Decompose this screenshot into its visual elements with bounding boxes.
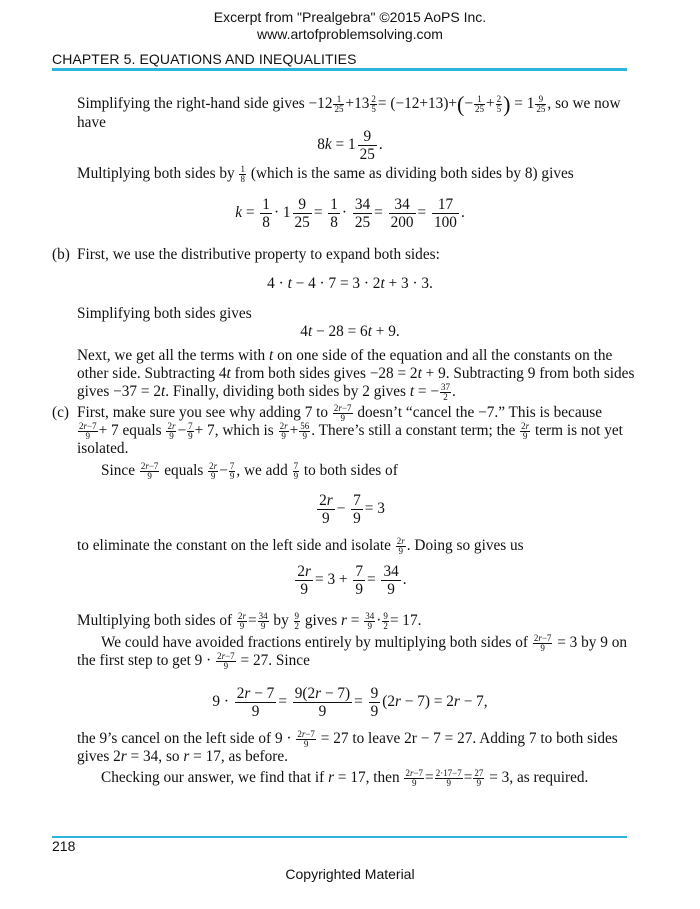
paragraph-simplifying-both: Simplifying both sides gives xyxy=(77,305,252,322)
equation-2r-minus-7-over-9: $\frac{2r}{9}$ − $\frac{7}{9}$ = 3 xyxy=(319,492,385,527)
equation-expanded: 4 · t − 4 · 7 = 3 · 2t + 3 · 3. xyxy=(267,275,433,292)
header-rule xyxy=(52,68,627,71)
website-url: www.artofproblemsolving.com xyxy=(257,26,443,42)
part-c-label: (c) xyxy=(52,404,69,421)
equation-nine-cancel: 9 · $\frac{2r - 7}{9}$ = $\frac{9(2r - 7)}{9}$ = $\frac{9}{9}$ (2r − 7) = 2r − 7, xyxy=(212,685,488,720)
chapter-title: CHAPTER 5. EQUATIONS AND INEQUALITIES xyxy=(52,51,357,67)
footer-rule xyxy=(52,836,627,838)
paragraph-multiplying-nine-halves: Multiplying both sides of $\frac{2r}{9}$ = $\frac{34}{9}$ by $\frac{9}{2}$ gives r = $\frac{34}{9}$ · $\frac{9}{2}$ = 17. xyxy=(77,611,422,631)
paragraph-since: Since $\frac{2r-7}{9}$ equals $\frac{2r}{9}$ − $\frac{7}{9}$ , we add $\frac{7}{9}$ to both sides of xyxy=(101,461,398,481)
paragraph-next-terms-2: other side. Subtracting 4t from both sides gives −28 = 2t + 9. Subtracting 9 from both sides xyxy=(77,365,635,382)
paragraph-next-terms-1: Next, we get all the terms with t on one side of the equation and all the constants on the xyxy=(77,347,613,364)
paragraph-c-line1: First, make sure you see why adding 7 to $\frac{2r-7}{9}$ doesn’t “cancel the −7.” This is because xyxy=(77,403,602,423)
equation-k-value: k = $\frac{1}{8}$ · 1 $\frac{9}{25}$ = $\frac{1}{8}$ · $\frac{34}{25}$ = $\frac{34}{200}$ = $\frac{17}{100}$ . xyxy=(235,196,465,231)
paragraph-have: have xyxy=(77,114,106,131)
paragraph-nines-cancel: the 9’s cancel on the left side of 9 · $\frac{2r-7}{9}$ = 27 to leave 2r − 7 = 27. Adding 7 to both sides xyxy=(77,729,618,749)
paragraph-c-line2: $\frac{2r-7}{9}$ + 7 equals $\frac{2r}{9}$ − $\frac{7}{9}$ + 7, which is $\frac{2r}{9}$ + $\frac{56}{9}$ . There’s still a constant term; the $\frac{2r}{9}$ term is not yet xyxy=(79,421,623,441)
excerpt-notice: Excerpt from "Prealgebra" ©2015 AoPS Inc. xyxy=(213,9,487,25)
page-number: 218 xyxy=(52,838,76,854)
paragraph-next-terms-3: gives −37 = 2t. Finally, dividing both sides by 2 gives t = − $\frac{37}{2}$ . xyxy=(77,382,456,402)
paragraph-c-line3: isolated. xyxy=(77,440,129,457)
paragraph-distributive: First, we use the distributive property to expand both sides: xyxy=(77,246,440,263)
paragraph-eliminate: to eliminate the constant on the left side and isolate $\frac{2r}{9}$ . Doing so gives us xyxy=(77,536,524,556)
copyright-notice: Copyrighted Material xyxy=(285,866,415,882)
paragraph-avoid-fractions-2: the first step to get 9 · $\frac{2r-7}{9}$ = 27. Since xyxy=(77,651,310,671)
equation-2r-over-9: $\frac{2r}{9}$ = 3 + $\frac{7}{9}$ = $\frac{34}{9}$ . xyxy=(297,563,407,598)
paragraph-multiplying-eighth: Multiplying both sides by $\frac{1}{8}$ (which is the same as dividing both sides by 8) gives xyxy=(77,164,574,184)
paragraph-checking: Checking our answer, we find that if r = 17, then $\frac{2r-7}{9}$ = $\frac{2\cdot 17-7}{9}$ = $\frac{27}{9}$ = 3, as required. xyxy=(101,768,589,788)
equation-simplified: 4t − 28 = 6t + 9. xyxy=(300,323,400,340)
paragraph-simplifying-rhs: Simplifying the right-hand side gives −12 $\frac{1}{25}$ +13 $\frac{2}{5}$ = (−12+13)+(− $\frac{1}{25}$ + $\frac{2}{5}$ ) = 1 $\frac{9}{25}$ , so we now xyxy=(77,91,621,117)
part-b-label: (b) xyxy=(52,246,70,263)
paragraph-as-before: gives 2r = 34, so r = 17, as before. xyxy=(77,748,289,765)
paragraph-avoid-fractions-1: We could have avoided fractions entirely by multiplying both sides of $\frac{2r-7}{9}$ = 3 by 9 on xyxy=(101,633,628,653)
equation-8k: 8k = 1 $\frac{9}{25}$ . xyxy=(317,128,383,163)
